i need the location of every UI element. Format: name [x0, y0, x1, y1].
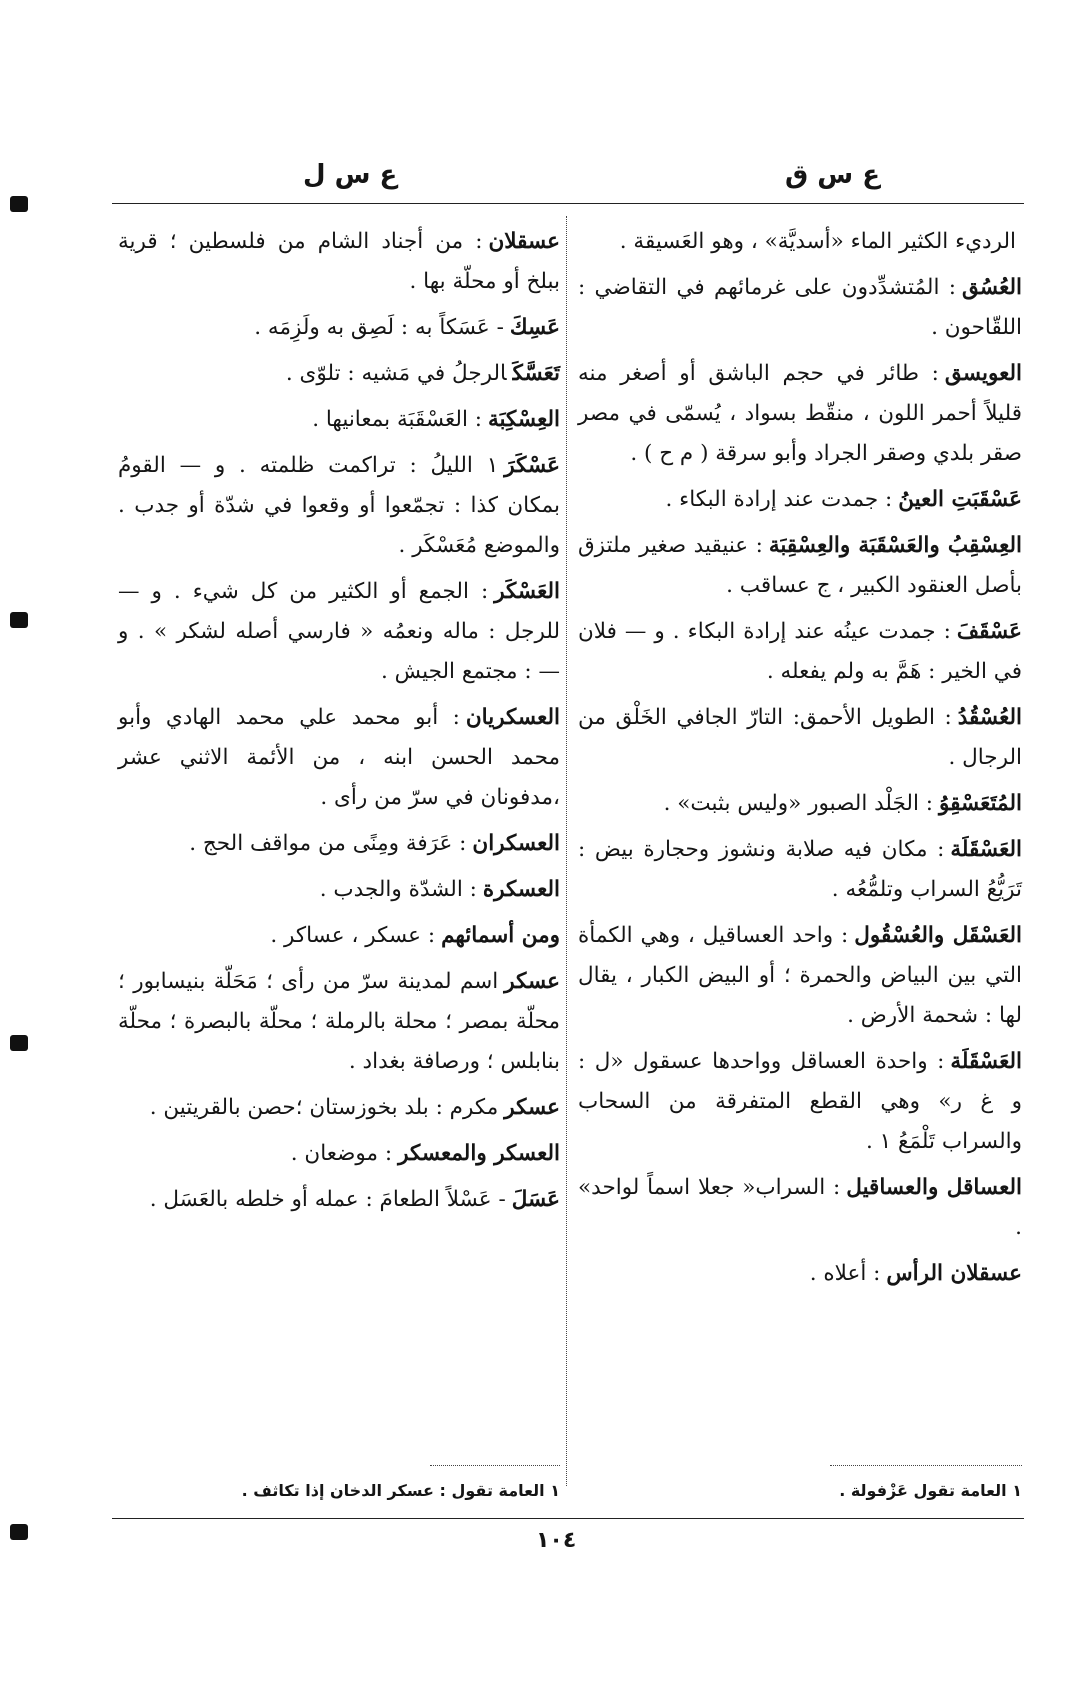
dictionary-entry [118, 1088, 560, 1128]
entry-headword: العَسْكَر [494, 579, 560, 604]
entry-headword: العساقل والعساقيل [846, 1175, 1022, 1200]
entry-definition: : جمدت عند إرادة البكاء . [665, 487, 893, 512]
dictionary-entry [578, 354, 1022, 474]
entry-headword: العسكر والمعسكر [398, 1141, 560, 1166]
entry-definition: - عَسَكاً به : لَصِق به ولَزِمَه . [254, 315, 504, 340]
entry-headword: العِسْكِبَة [488, 407, 560, 432]
entry-headword: عَسِكَ [509, 315, 560, 340]
dictionary-entry [118, 308, 560, 348]
entry-headword: ومن أسمائهم [441, 923, 560, 948]
entry-headword: عَسَلَ [511, 1187, 560, 1212]
dictionary-entry [578, 830, 1022, 910]
dictionary-entry [118, 698, 560, 818]
entry-headword: العَسْقَل والعُسْقُول [854, 923, 1022, 948]
dictionary-entry [118, 400, 560, 440]
footnote-left: ١ العامة تقول : عسكر الدخان إذا تكاثف . [241, 1481, 560, 1500]
entry-headword: عسكر [504, 969, 560, 994]
entry-definition: : واحدة العساقل وواحدها عسقول «ل : و غ ر» وهي القطع المتفرقة من السحاب والسراب تَلْمَعُ ١ . [578, 1049, 1022, 1154]
dictionary-entry [118, 962, 560, 1082]
dictionary-entry [118, 1134, 560, 1174]
scan-margin-mark [10, 612, 28, 628]
entry-definition: : مكان فيه صلابة ونشوز وحجارة بيض : تَرَيُّعُ السراب وتلمُّعُه . [578, 837, 1022, 902]
entry-definition: : واحد العساقيل ، وهي الكمأة التي بين البياض والحمرة ؛ أو البيض الكبار ، يقال لها : شحمة الأرض . [578, 923, 1022, 1028]
dictionary-entry [578, 1168, 1022, 1248]
dictionary-entry [578, 1042, 1022, 1162]
entry-definition: : جمدت عينُه عند إرادة البكاء . و — فلان في الخير : هَمَّ به ولم يفعله . [578, 619, 1022, 684]
entry-definition: مكرم : بلد بخوزستان ؛حصن بالقريتين . [149, 1095, 499, 1120]
entry-definition: : أعلاه . [809, 1261, 881, 1286]
entry-definition: : عسكر ، عساكر . [270, 923, 436, 948]
entry-definition: : الشدّة والجدب . [319, 877, 477, 902]
column-separator [566, 216, 567, 1486]
entry-definition: : من أجناد الشام من فلسطين ؛ قرية ببلخ أو محلّة بها . [118, 229, 560, 294]
entry-headword: عَسْقَفَ [956, 619, 1022, 644]
entry-headword: عسكر [504, 1095, 560, 1120]
footnote-right: ١ العامة تقول عَزْفولة . [839, 1481, 1022, 1500]
dictionary-entry [578, 784, 1022, 824]
dictionary-entry [578, 1254, 1022, 1294]
entry-definition: : عنيقيد صغير ملتزق بأصل العنقود الكبير ، ج عساقب . [578, 533, 1022, 598]
entry-definition: : المُتشدِّدون على غرمائهم في التقاضي : اللقّاحون . [578, 275, 1022, 340]
dictionary-entry [118, 870, 560, 910]
entry-definition: : أبو محمد علي محمد الهادي وأبو محمد الحسن ابنه ، من الأئمة الاثني عشر ،مدفونان في سرّ من رأى . [118, 705, 560, 810]
dictionary-entry [578, 222, 1022, 262]
entry-definition: : موضعان . [290, 1141, 393, 1166]
entry-definition: : العَسْقَبَة بمعانيها . [312, 407, 483, 432]
dictionary-entry [118, 824, 560, 864]
scan-margin-mark [10, 196, 28, 212]
entry-headword: عَسْكَرَ [504, 453, 560, 478]
entry-definition: اسم لمدينة سرّ من رأى ؛ مَحَلّة بنيسابور ؛ محلّة بمصر ؛ محلة بالرملة ؛ محلّة بالبصرة ؛ محلّة بنابلس ؛ ورصافة بغداد . [118, 969, 560, 1074]
left-column [118, 222, 560, 1226]
entry-headword: العسكريان [465, 705, 560, 730]
entry-headword: العَسْقَلَة [950, 837, 1022, 862]
entry-headword: عسقلان الرأس [886, 1261, 1022, 1286]
entry-headword: العويسق [944, 361, 1022, 386]
left-column-root-header: ع س ل [303, 160, 398, 190]
right-column-root-header: ع س ق [785, 160, 880, 190]
dictionary-entry [118, 1180, 560, 1220]
dictionary-entry [118, 572, 560, 692]
entry-headword: العُسُق [961, 275, 1022, 300]
entry-definition: الرديء الكثير الماء «أسديَّة» ، وهو العَسيقة . [619, 229, 1016, 254]
scan-margin-mark [10, 1035, 28, 1051]
entry-headword: العِسْقِبُ والعَسْقَبَة والعِسْقِبَة [768, 533, 1022, 558]
dictionary-entry [578, 480, 1022, 520]
footnote-rule-right [830, 1465, 1022, 1466]
dictionary-entry [118, 222, 560, 302]
entry-definition: ١ الليلُ : تراكمت ظلمته . و — القومُ بمكان كذا : تجمّعوا أو وقعوا في شدّة أو جدب . والموضع مُعَسْكَر . [118, 453, 560, 558]
dictionary-entry [578, 698, 1022, 778]
entry-definition: : الطويل الأحمق: التارّ الجافي الخَلْق من الرجال . [578, 705, 1022, 770]
page-number: ١٠٤ [536, 1528, 577, 1553]
entry-definition: : السراب« جعلا اسماً لواحد» . [578, 1175, 1022, 1240]
entry-definition: : الجَلْد الصبور «وليس بثبت» . [663, 791, 934, 816]
dictionary-entry [118, 354, 560, 394]
entry-headword: عَسْقَبَتِ العينُ [898, 487, 1022, 512]
entry-headword: العُسْقُدُ [957, 705, 1022, 730]
right-column [578, 222, 1022, 1300]
entry-headword: عسقلان [488, 229, 560, 254]
header-rule [112, 203, 1024, 204]
dictionary-entry [118, 916, 560, 956]
entry-headword: المُتَعَسْقِوُ [939, 791, 1022, 816]
entry-definition: - عَسْلاً الطعامَ : عمله أو خلطه بالعَسَل . [149, 1187, 506, 1212]
entry-headword: العسكرة [482, 877, 560, 902]
dictionary-entry [578, 916, 1022, 1036]
footnote-rule-left [430, 1465, 560, 1466]
scan-margin-mark [10, 1524, 28, 1540]
dictionary-entry [118, 446, 560, 566]
entry-headword: تَعَسَّكَ [512, 361, 560, 386]
entry-headword: العَسْقَلَة [950, 1049, 1022, 1074]
entry-definition: : عَرَفة ومِنًى من مواقف الحج . [189, 831, 467, 856]
entry-definition: : الجمع أو الكثير من كل شيء . و — للرجل : ماله ونعمُه « فارسي أصله لشكر » . و — : مجتمع الجيش . [118, 579, 560, 684]
entry-headword: العسكران [472, 831, 560, 856]
entry-definition: : طائر في حجم الباشق أو أصغر منه قليلاً أحمر اللون ، منقّط بسواد ، يُسمّى في مصر صقر بلدي وصقر الجراد وأبو سرقة ( م ح ) . [578, 361, 1022, 466]
footer-rule [112, 1518, 1024, 1519]
dictionary-entry [578, 612, 1022, 692]
entry-definition: الرجلُ في مَشيه : تلوّى . [285, 361, 507, 386]
dictionary-entry [578, 268, 1022, 348]
dictionary-entry [578, 526, 1022, 606]
